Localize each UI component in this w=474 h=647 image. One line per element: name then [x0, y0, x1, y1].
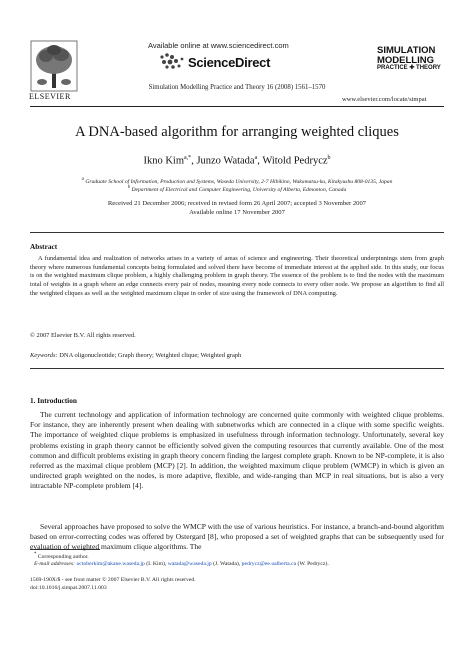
email-link[interactable]: pedrycz@ee.ualberta.ca — [241, 561, 297, 567]
footnote-divider — [30, 549, 100, 550]
header-divider — [30, 106, 444, 107]
online-date: Available online 17 November 2007 — [189, 209, 285, 216]
keywords-label: Keywords: — [30, 352, 58, 359]
author-affil-mark: a — [254, 155, 258, 161]
sciencedirect-available-line[interactable]: Available online at www.sciencedirect.com — [148, 41, 289, 50]
footnote-emails — [34, 561, 448, 567]
section-heading: 1. Introduction — [30, 396, 77, 405]
email-link[interactable]: watada@waseda.jp — [167, 561, 212, 567]
author-affil-mark: a,* — [184, 155, 192, 161]
email-owner: (J. Watada), — [213, 561, 241, 567]
affiliation-a — [30, 177, 444, 185]
journal-reference: Simulation Modelling Practice and Theory 16 (2008) 1561–1570 — [148, 84, 326, 91]
author-name[interactable]: Ikno Kim — [143, 155, 185, 167]
keywords — [30, 352, 241, 359]
journal-logo — [377, 46, 443, 72]
sciencedirect-dots-icon — [158, 52, 188, 70]
issn-line: 1569-190X/$ - see front matter © 2007 Elsevier B.V. All rights reserved. — [30, 577, 196, 583]
author-affil-mark: b — [327, 155, 331, 161]
email-owner: (I. Kim), — [146, 561, 167, 567]
affiliation-text: Graduate School of Information, Production and Systems, Waseda University, 2-7 Hibikino, Wakamatsu-ku, Kitakyushu 808-0135, Japan — [85, 178, 393, 185]
sciencedirect-brand: ScienceDirect — [188, 55, 271, 70]
received-dates: Received 21 December 2006; received in revised form 26 April 2007; accepted 3 November 2007 — [107, 200, 367, 207]
abstract-heading: Abstract — [30, 242, 58, 251]
affiliation-b — [30, 185, 444, 193]
author-list: Ikno Kim$^{a,*}$, Junzo Watada$^a$, Witold Pedrycz$^b$ — [143, 155, 331, 167]
author-name[interactable]: Junzo Watada — [196, 155, 255, 167]
journal-logo-line3: PRACTICE ✚ THEORY — [377, 65, 441, 71]
intro-paragraph-2: Several approaches have proposed to solve the WMCP with the use of various heuristics. For instance, a branch-and-bound algorithm based on error-correcting codes was offered by Ostergard [8], who proposed a set of weighted graphs that can be subsequently used for evaluation of weighted maximum clique algorithms. The — [30, 522, 444, 552]
affiliation-text: Department of Electrical and Computer Engineering, University of Alberta, Edmonton, Canada — [131, 186, 347, 193]
footnote-corresponding — [34, 552, 448, 560]
keywords-list: DNA oligonucleotide; Graph theory; Weighted clique; Weighted graph — [59, 352, 242, 359]
email-link[interactable]: octoberkim@akane.waseda.jp — [76, 561, 145, 567]
paper-title: A DNA-based algorithm for arranging weighted cliques — [75, 124, 399, 140]
affiliation-label: b — [127, 185, 131, 190]
abstract-body: A fundamental idea and realization of networks arises in a variety of areas of science and engineering. Their theoretical underpinnings stem from graph theory where numerous fundamental concepts being formulated and solved there have become of immediate interest at the applied side. In this study, our focus is on the weighted maximum clique problem, a highly challenging problem in graph theory. The essence of the problem is to find the nodes with the maximum total of weights in a graph where an edge connects every pair of nodes, meaning every node connects to every other node. We propose an algorithm to find all the weighted cliques as well as the weighted maximum clique in order of size using the framework of DNA computing. — [30, 255, 444, 297]
journal-logo-line1: SIMULATION — [377, 45, 436, 56]
author-name[interactable]: Witold Pedrycz — [262, 155, 328, 167]
journal-logo-line2: MODELLING — [377, 54, 434, 66]
abstract-top-divider — [30, 232, 444, 233]
abstract-copyright: © 2007 Elsevier B.V. All rights reserved. — [30, 332, 136, 339]
email-owner: (W. Pedrycz). — [297, 561, 329, 567]
footnote-corresponding-text: Corresponding author. — [37, 553, 89, 560]
publisher-wordmark: ELSEVIER — [29, 92, 71, 101]
journal-url[interactable]: www.elsevier.com/locate/simpat — [342, 96, 427, 103]
intro-paragraph-1: The current technology and application of information technology are concerned quite commonly with weighted clique problems. For instance, they are inherently present when dealing with subnetworks which are connected in a clique with some specific weights. The importance of weighted clique problems is emphasized in usefulness through information technology. Unfortunately, several key problems existing in graph theory cannot be efficiently solved given the computing resources that currently available. One of the most common and difficult problems existing in graph theory concern finding the largest complete graph. Known to be NP-complete, it is also referred as the maximal clique problem (MCP) [2]. In addition, the weighted maximum clique problem (WMCP) in which is given an undirected graph weighted on the nodes, is more adaptive, flexible, and wide-ranging than MCP in real situations, but is also a very intractable NP-complete problem [4]. — [30, 410, 444, 491]
abstract-bottom-divider — [30, 368, 444, 369]
affiliation-label: a — [81, 177, 84, 182]
email-label: E-mail addresses: — [34, 561, 76, 567]
doi-line[interactable]: doi:10.1016/j.simpat.2007.11.003 — [30, 585, 107, 591]
footnote-mark: * — [34, 552, 37, 557]
